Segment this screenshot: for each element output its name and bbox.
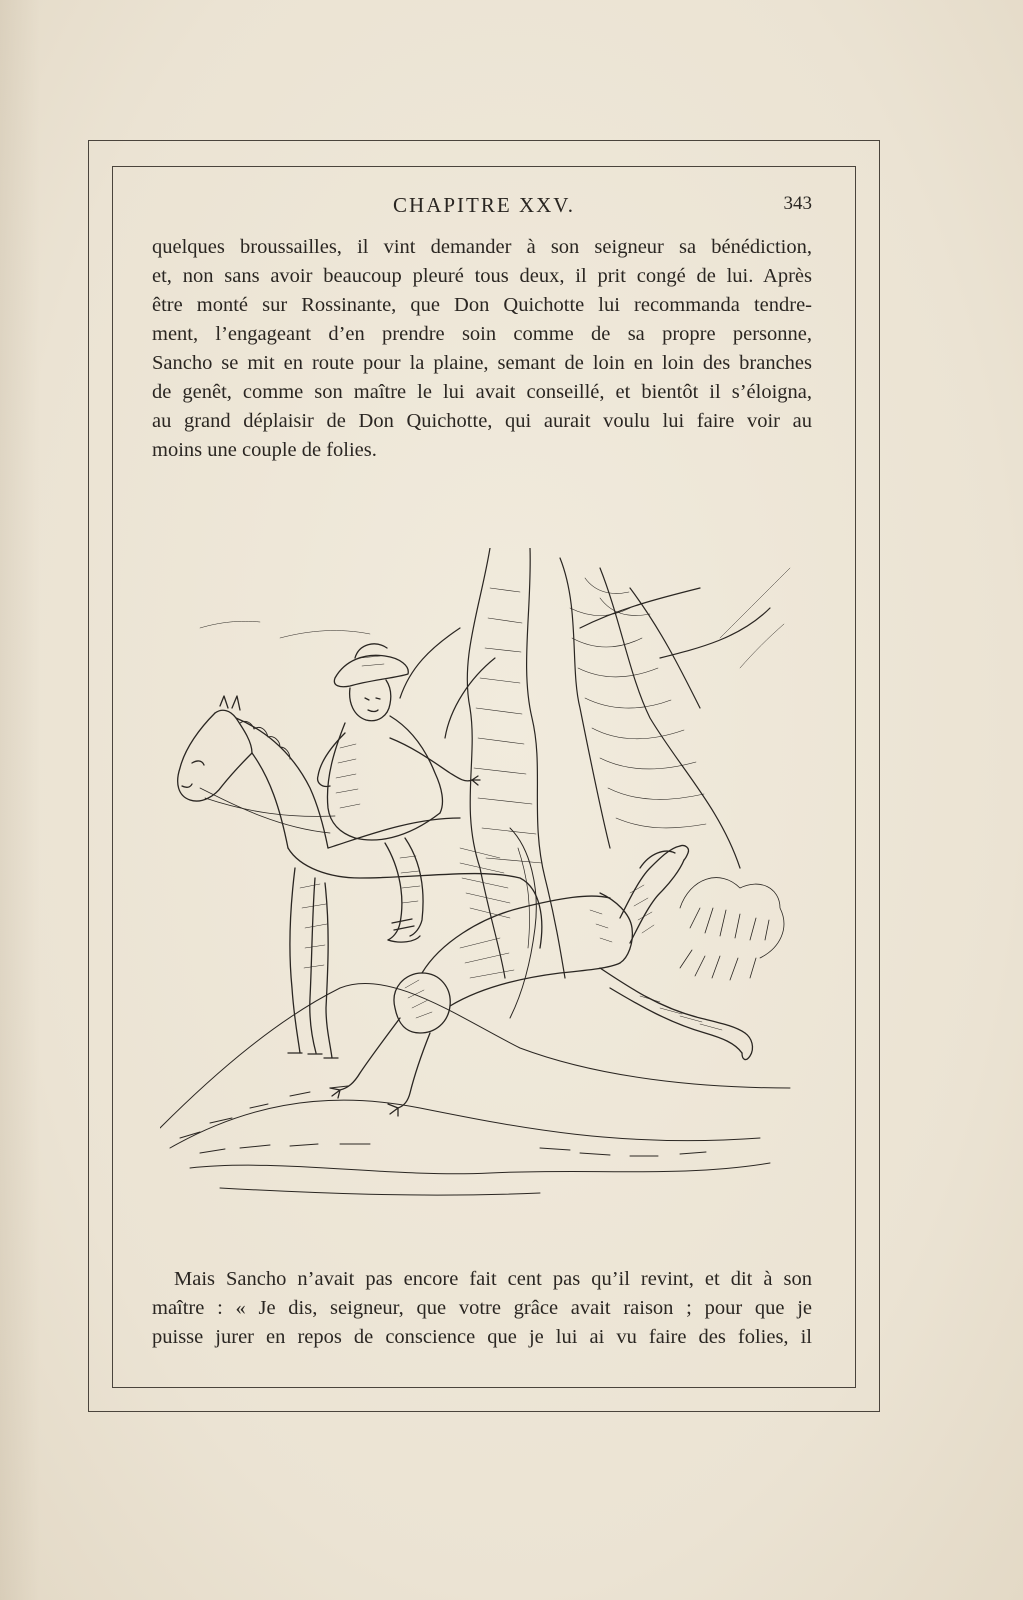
text-line: ment, l’engageant d’en prendre soin comme de sa propre personne, <box>152 323 812 345</box>
top-paragraph <box>152 233 812 465</box>
text-line: et, non sans avoir beaucoup pleuré tous deux, il prit congé de lui. Après <box>152 265 812 287</box>
don-quixote-figure <box>330 845 752 1116</box>
text-line: quelques broussailles, il vint demander à son seigneur sa bénédiction, <box>152 236 812 258</box>
page-number: 343 <box>783 193 812 214</box>
spine-shadow <box>0 0 40 1600</box>
sancho-shading <box>336 656 420 903</box>
text-line: Mais Sancho n’avait pas encore fait cent pas qu’il revint, et dit à son <box>174 1268 812 1290</box>
text-line: puisse jurer en repos de conscience que je lui ai vu faire des folies, il <box>152 1326 812 1348</box>
text-line: maître : « Je dis, seigneur, que votre grâce avait raison ; pour que je <box>152 1297 812 1319</box>
text-line: de genêt, comme son maître le lui avait conseillé, et bientôt il s’éloigna, <box>152 381 812 403</box>
text-line: être monté sur Rossinante, que Don Quichotte lui recommanda tendre- <box>152 294 812 316</box>
ground-terrain <box>160 983 790 1195</box>
tree-bark-hatching <box>474 578 706 863</box>
quixote-shading <box>405 885 722 1030</box>
bottom-paragraph <box>152 1265 812 1352</box>
text-line: moins une couple de folies. <box>152 439 377 461</box>
running-head <box>112 193 856 223</box>
right-bush <box>680 878 784 980</box>
background-lines <box>200 568 790 668</box>
text-line: Sancho se mit en route pour la plaine, semant de loin en loin des branches <box>152 352 812 374</box>
tree-trunks <box>400 548 770 978</box>
horse-shading <box>300 848 510 968</box>
engraving-drawing <box>160 548 810 1208</box>
text-line: au grand déplaisir de Don Quichotte, qui aurait voulu lui faire voir au <box>152 410 812 432</box>
horse <box>178 696 542 1058</box>
chapter-title: CHAPITRE XXV. <box>393 193 575 217</box>
sancho-rider <box>318 644 480 942</box>
engraving-illustration <box>160 548 810 1208</box>
